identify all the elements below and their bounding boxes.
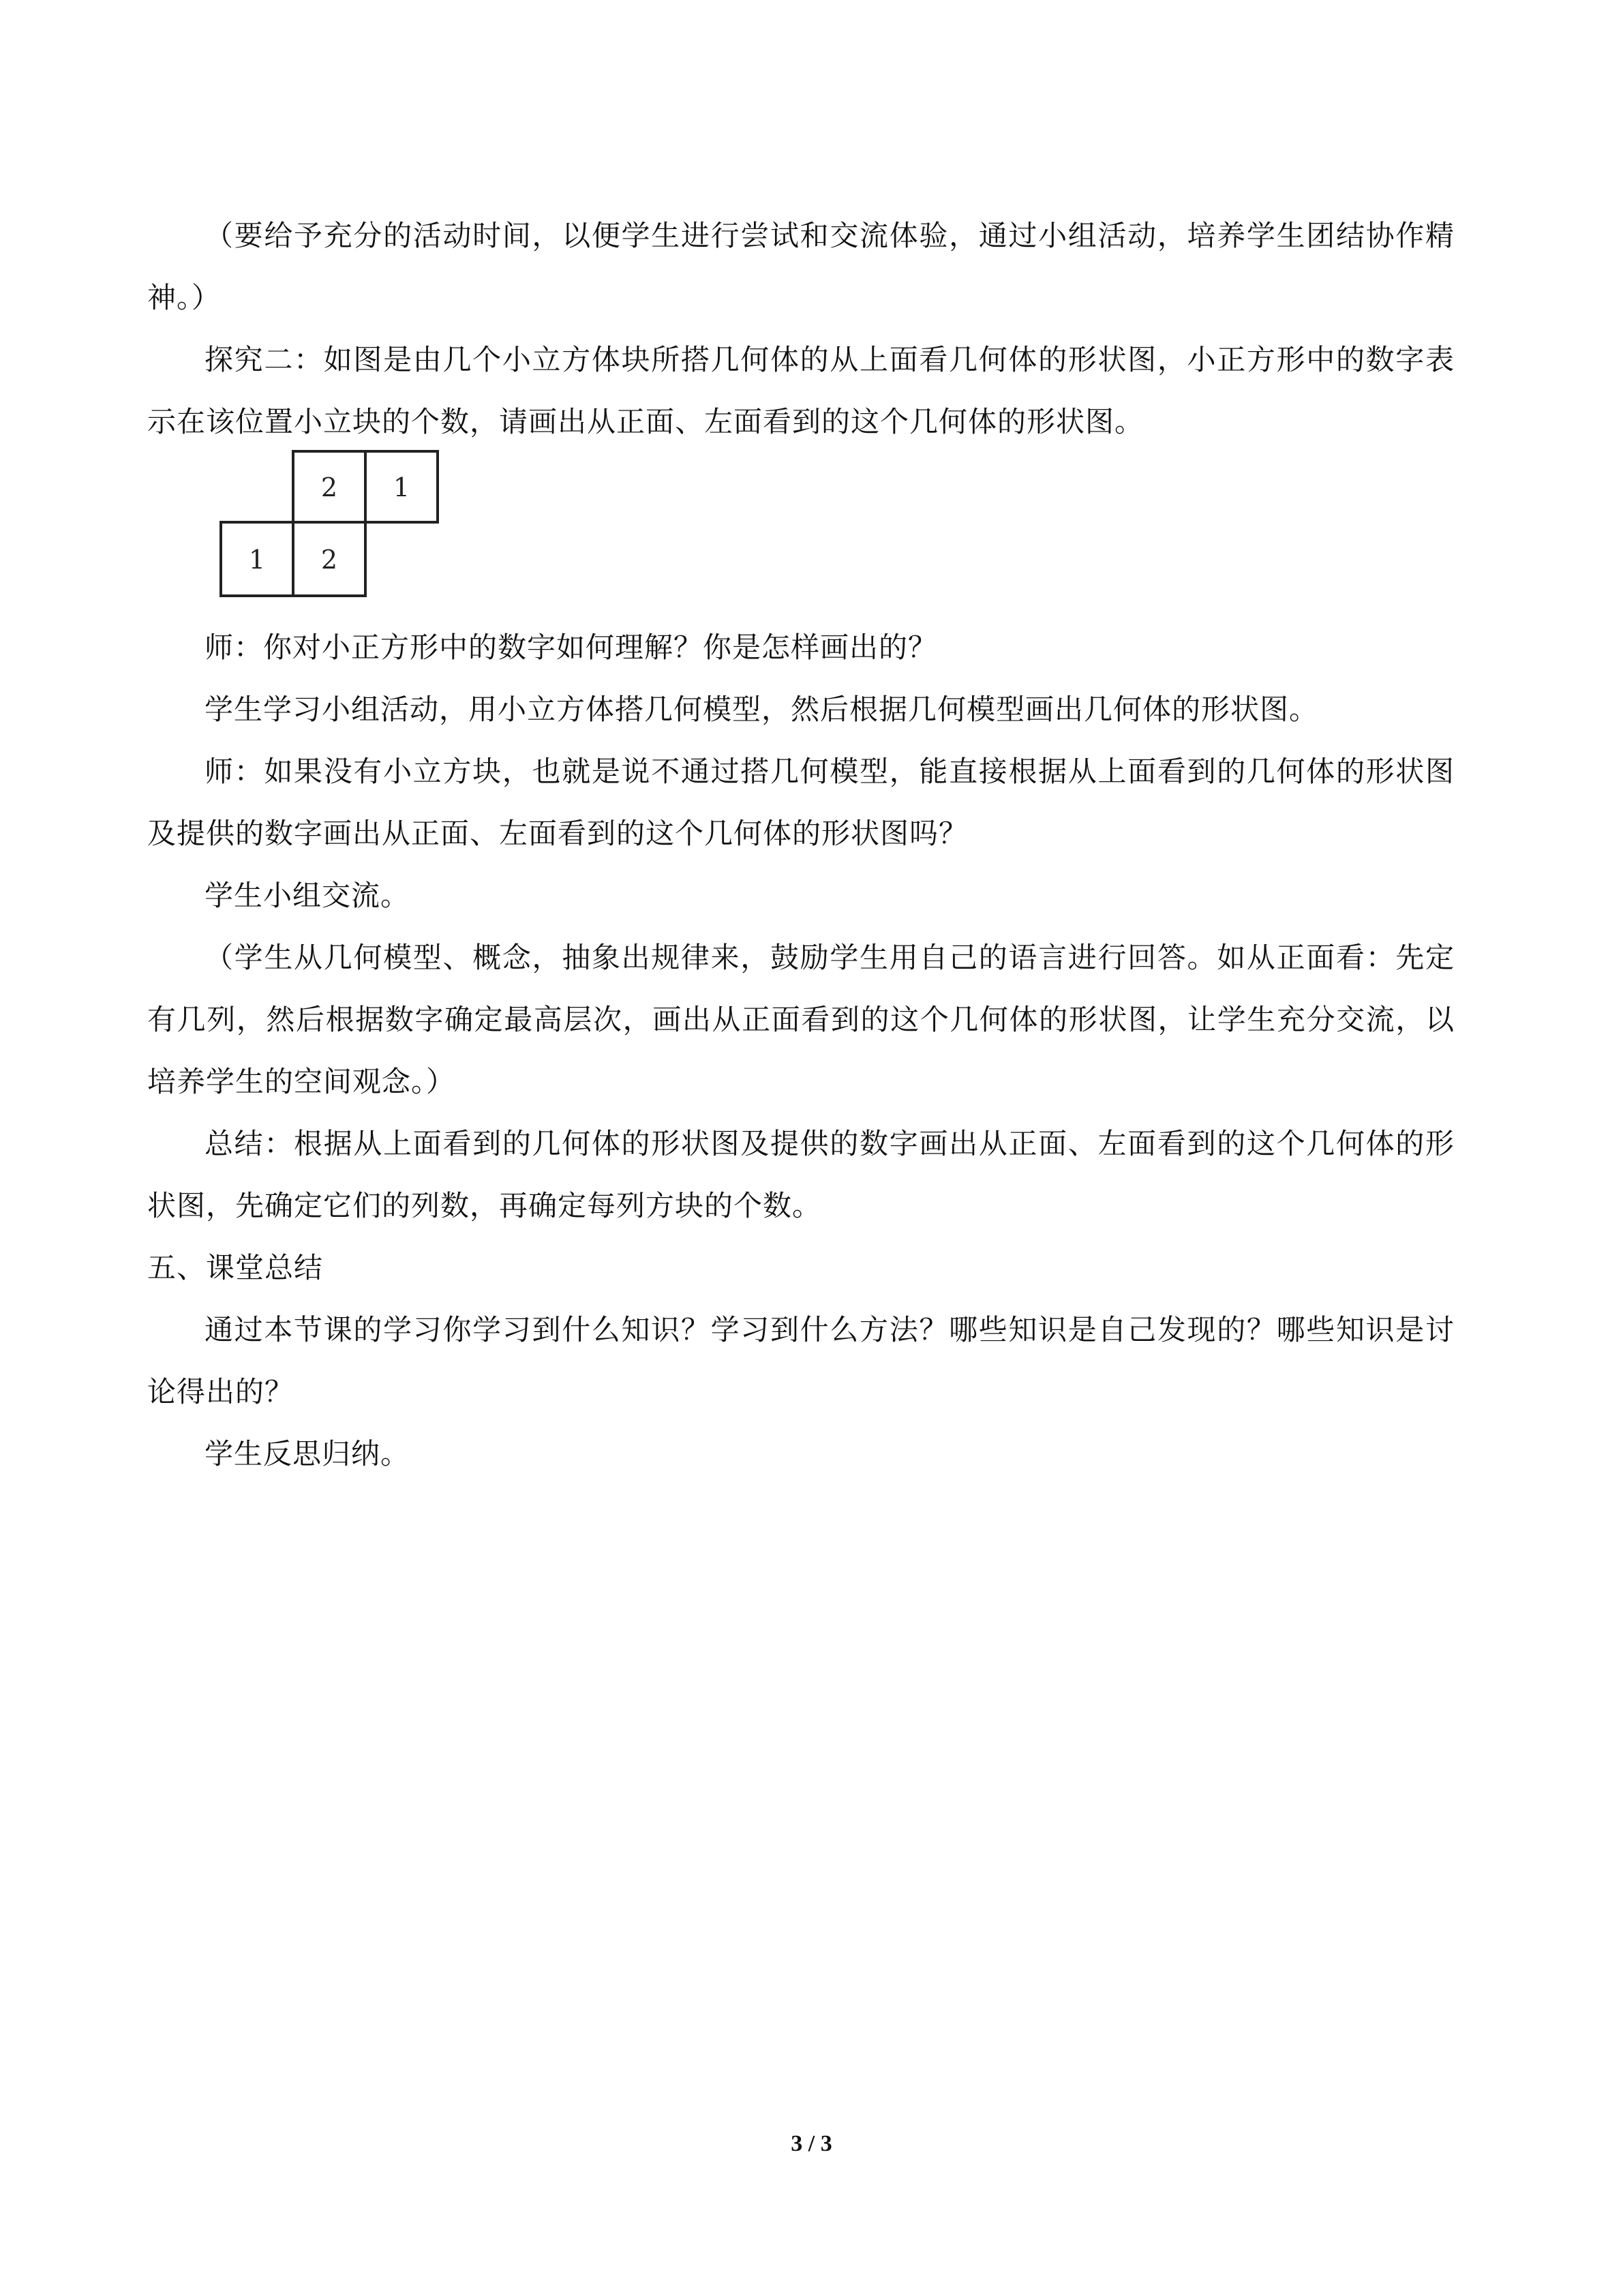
grid-cell-value: 2 <box>320 472 338 502</box>
paragraph-teacher-question: 师：你对小正方形中的数字如何理解？你是怎样画出的？ <box>204 631 938 664</box>
paragraph-summary: 总结：根据从上面看到的几何体的形状图及提供的数字画出从正面、左面看到的这个几何体的形状图，先确定它们的列数，再确定每列方块的个数。 <box>147 1127 1455 1222</box>
grid-cell-value: 2 <box>320 545 338 575</box>
paragraph-abstraction-note: （学生从几何模型、概念，抽象出规律来，鼓励学生用自己的语言进行回答。如从正面看：先定有几列，然后根据数字确定最高层次，画出从正面看到的这个几何体的形状图，让学生充分交流，以培养学生的空间观念。） <box>147 941 1455 1098</box>
grid-cell-value: 1 <box>248 545 266 575</box>
section-heading-class-summary: 五、课堂总结 <box>147 1251 324 1284</box>
paragraph-activity-note: （要给予充分的活动时间，以便学生进行尝试和交流体验，通过小组活动，培养学生团结协作精神。） <box>147 219 1455 314</box>
text-block-main <box>147 616 1455 1485</box>
paragraph-group-discussion: 学生小组交流。 <box>204 879 410 912</box>
page-number: 3 / 3 <box>791 2131 832 2156</box>
paragraph-reflection-question: 通过本节课的学习你学习到什么知识？学习到什么方法？哪些知识是自己发现的？哪些知识是讨论得出的？ <box>147 1313 1455 1408</box>
paragraph-exploration-two: 探究二：如图是由几个小立方体块所搭几何体的从上面看几何体的形状图，小正方形中的数字表示在该位置小立块的个数，请画出从正面、左面看到的这个几何体的形状图。 <box>147 343 1455 438</box>
paragraph-student-reflection: 学生反思归纳。 <box>204 1437 410 1470</box>
paragraph-teacher-followup: 师：如果没有小立方块，也就是说不通过搭几何模型，能直接根据从上面看到的几何体的形状图及提供的数字画出从正面、左面看到的这个几何体的形状图吗？ <box>147 755 1455 850</box>
paragraph-student-activity: 学生学习小组活动，用小立方体搭几何模型，然后根据几何模型画出几何体的形状图。 <box>204 693 1319 726</box>
top-view-grid-figure <box>217 449 442 600</box>
text-block-top <box>147 205 1455 453</box>
top-view-grid-svg <box>217 449 442 600</box>
grid-cell-value: 1 <box>393 472 410 502</box>
